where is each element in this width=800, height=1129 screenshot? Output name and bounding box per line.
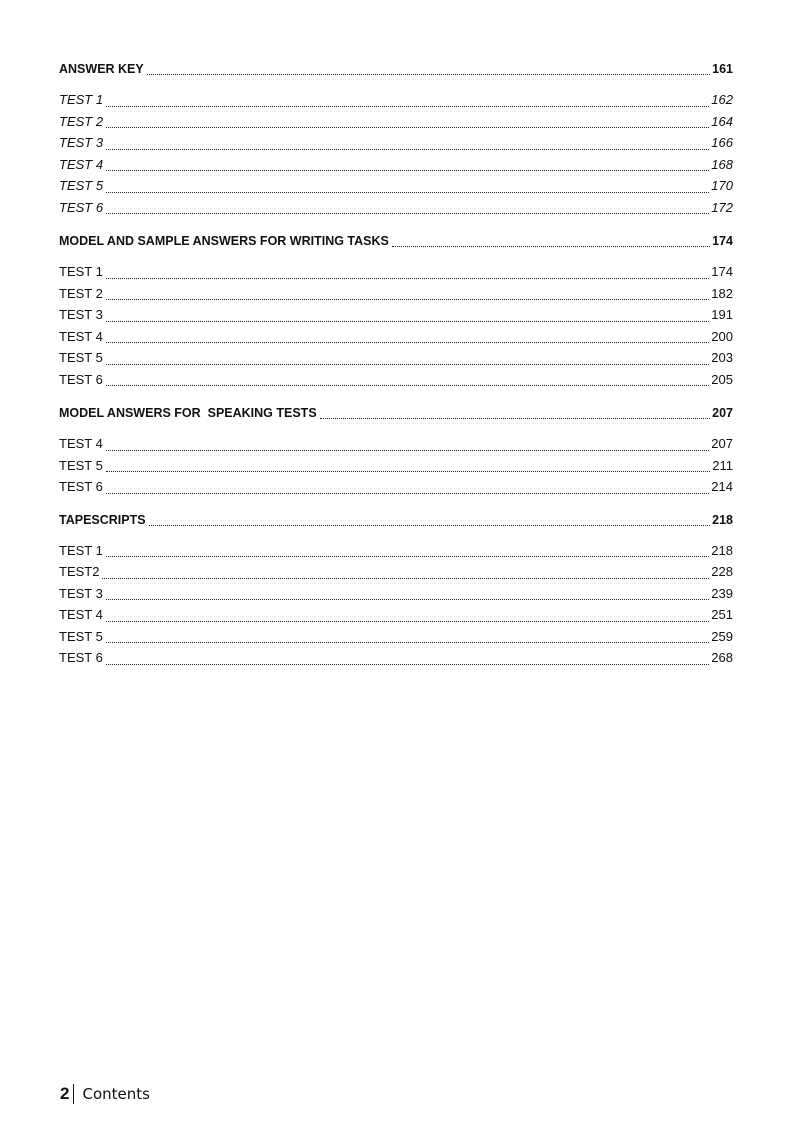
table-of-contents: [59, 59, 733, 669]
dot-leader: [106, 433, 709, 455]
dot-leader: [106, 369, 709, 391]
toc-entry-page: 172: [711, 199, 733, 215]
toc-heading[interactable]: [59, 59, 733, 79]
dot-leader: [106, 583, 709, 605]
toc-entry[interactable]: [59, 197, 733, 219]
dot-leader: [106, 175, 709, 197]
toc-entry-label: TEST 6: [59, 371, 103, 387]
toc-entry-label: TEST 5: [59, 457, 103, 473]
toc-entry[interactable]: [59, 326, 733, 348]
toc-section-speaking-tests: [59, 403, 733, 498]
toc-entry[interactable]: [59, 283, 733, 305]
dot-leader: [106, 347, 709, 369]
dot-leader: [106, 626, 709, 648]
footer-title: Contents: [82, 1085, 150, 1103]
toc-entry[interactable]: [59, 347, 733, 369]
dot-leader: [106, 89, 709, 111]
toc-heading-page: 174: [712, 234, 733, 248]
toc-section-tapescripts: [59, 510, 733, 669]
toc-entry-label: TEST 5: [59, 350, 103, 365]
toc-entry-label: TEST 5: [59, 628, 103, 644]
dot-leader: [106, 111, 709, 133]
toc-entry-page: 214: [711, 479, 733, 494]
dot-leader: [106, 647, 709, 669]
dot-leader: [147, 59, 710, 79]
toc-heading-page: 207: [712, 406, 733, 420]
toc-heading-label: TAPESCRIPTS: [59, 512, 146, 527]
dot-leader: [149, 510, 711, 530]
dot-leader: [106, 326, 709, 348]
toc-heading-page: 161: [712, 62, 733, 76]
toc-heading-label: MODEL AND SAMPLE ANSWERS FOR WRITING TASKS: [59, 234, 389, 248]
toc-entry-page: 259: [711, 628, 733, 644]
toc-entry[interactable]: [59, 175, 733, 197]
dot-leader: [106, 476, 709, 498]
toc-entry-page: 218: [711, 542, 733, 558]
toc-entry-label: TEST 4: [59, 436, 103, 451]
footer-divider: [73, 1084, 74, 1104]
toc-entry-page: 268: [711, 650, 733, 665]
toc-entry[interactable]: [59, 111, 733, 133]
footer-page-number: 2: [60, 1084, 70, 1103]
toc-entry-label: TEST 4: [59, 156, 104, 172]
toc-entry-page: 166: [711, 135, 733, 150]
dot-leader: [320, 403, 710, 423]
toc-entry-page: 164: [711, 113, 733, 129]
toc-entry-label: TEST 2: [59, 113, 104, 129]
toc-section-writing-tasks: [59, 231, 733, 390]
toc-entry[interactable]: [59, 304, 733, 326]
toc-entry[interactable]: [59, 476, 733, 498]
toc-entry[interactable]: [59, 583, 733, 605]
toc-entry-label: TEST 1: [59, 542, 103, 558]
toc-entry-label: TEST 2: [59, 285, 103, 301]
dot-leader: [106, 261, 709, 283]
toc-entry-label: TEST 4: [59, 328, 103, 344]
toc-entry-label: TEST 6: [59, 650, 103, 665]
toc-entry-page: 162: [711, 92, 733, 107]
toc-entry[interactable]: [59, 132, 733, 154]
toc-entry[interactable]: [59, 604, 733, 626]
toc-entry-label: TEST 3: [59, 135, 104, 150]
toc-entry-page: 182: [711, 285, 733, 301]
toc-entry-label: TEST 1: [59, 264, 103, 279]
dot-leader: [106, 197, 709, 219]
dot-leader: [102, 561, 709, 583]
toc-entry-label: TEST 3: [59, 585, 103, 601]
dot-leader: [106, 304, 709, 326]
dot-leader: [106, 132, 709, 154]
toc-entry-page: 200: [711, 328, 733, 344]
dot-leader: [106, 455, 710, 477]
toc-entry-label: TEST 3: [59, 307, 103, 322]
toc-heading[interactable]: [59, 403, 733, 423]
toc-entry[interactable]: [59, 561, 733, 583]
toc-entry[interactable]: [59, 154, 733, 176]
toc-entry-page: 211: [712, 457, 733, 473]
toc-heading-page: 218: [712, 512, 733, 527]
toc-heading-label: ANSWER KEY: [59, 62, 144, 76]
toc-entry-page: 239: [711, 585, 733, 601]
toc-entry-label: TEST 1: [59, 92, 104, 107]
toc-heading[interactable]: [59, 231, 733, 251]
toc-entry-page: 203: [711, 350, 733, 365]
toc-entry-label: TEST 6: [59, 199, 104, 215]
toc-entry-page: 207: [711, 436, 733, 451]
dot-leader: [106, 604, 709, 626]
toc-entry-label: TEST2: [59, 564, 100, 579]
toc-entry-page: 205: [711, 371, 733, 387]
toc-entry[interactable]: [59, 626, 733, 648]
toc-entry-page: 170: [711, 178, 733, 193]
toc-entry-label: TEST 6: [59, 479, 103, 494]
toc-entry-page: 191: [711, 307, 733, 322]
toc-entry-page: 174: [711, 264, 733, 279]
toc-heading[interactable]: [59, 510, 733, 530]
dot-leader: [392, 231, 710, 251]
dot-leader: [106, 283, 709, 305]
toc-entry-page: 168: [711, 156, 733, 172]
page-footer: [60, 1084, 150, 1104]
toc-entry[interactable]: [59, 261, 733, 283]
toc-heading-label: MODEL ANSWERS FOR SPEAKING TESTS: [59, 406, 317, 420]
toc-entry[interactable]: [59, 433, 733, 455]
toc-entry[interactable]: [59, 455, 733, 477]
dot-leader: [106, 540, 709, 562]
toc-entry[interactable]: [59, 647, 733, 669]
toc-entry-label: TEST 4: [59, 607, 103, 622]
toc-entry-label: TEST 5: [59, 178, 104, 193]
toc-entry[interactable]: [59, 89, 733, 111]
toc-entry-page: 251: [711, 607, 733, 622]
toc-section-answer-key: [59, 59, 733, 218]
toc-entry[interactable]: [59, 540, 733, 562]
toc-entry[interactable]: [59, 369, 733, 391]
toc-entry-page: 228: [711, 564, 733, 579]
dot-leader: [106, 154, 709, 176]
